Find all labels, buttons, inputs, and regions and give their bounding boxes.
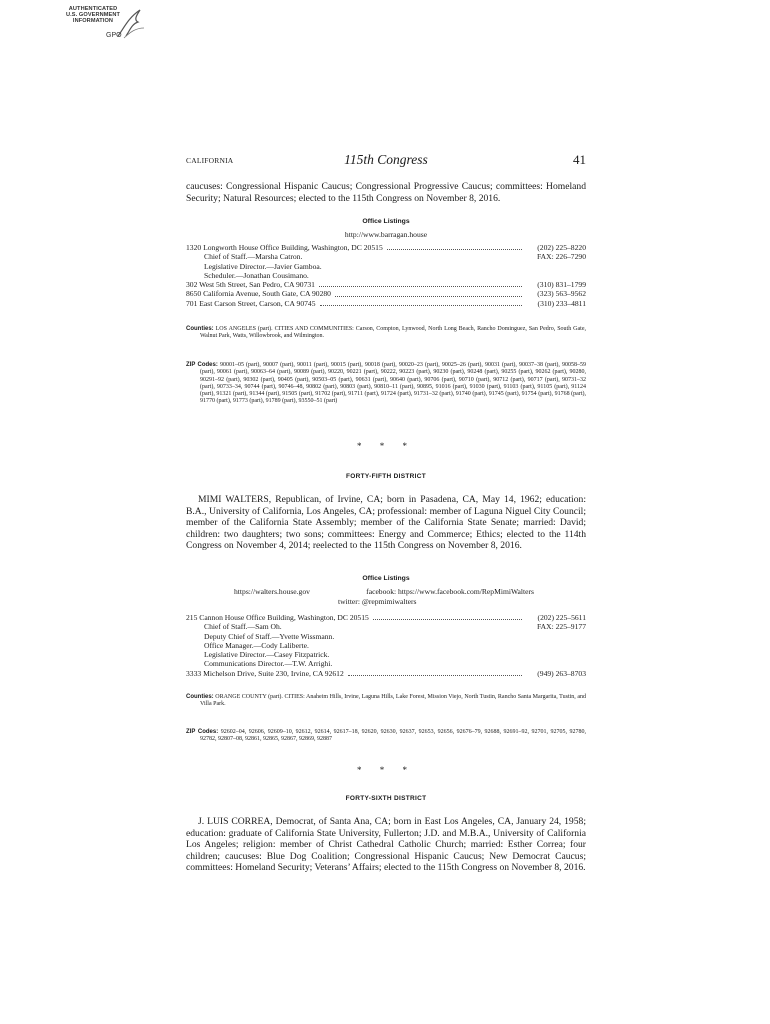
district-office-row: [186, 289, 586, 298]
staff-row: [186, 252, 586, 261]
counties-text: ORANGE COUNTY (part). CITIES: Anaheim Hills, Irvine, Laguna Hills, Lake Forest, Mission Viejo, North Tustin, Rancho Santa Margarita, Tustin, and Villa Park.: [200, 694, 587, 708]
counties-label: Counties:: [186, 326, 214, 332]
d46-district-title: FORTY-SIXTH DISTRICT: [345, 795, 427, 802]
staff-entry: Legislative Director.—Casey Fitzpatrick.: [204, 650, 330, 660]
staff-entry: Chief of Staff.—Sam Oh.: [204, 622, 282, 632]
zip-label: ZIP Codes:: [186, 362, 218, 368]
running-header: [186, 152, 586, 168]
counties-text: LOS ANGELES (part). CITIES AND COMMUNITIES: Carson, Compton, Lynwood, North Long Beach, Rancho Dominguez, San Pedro, South Gate, Walnut Park, Watts, Willowbrook, and Wilmington.: [200, 326, 586, 340]
d45-office-listings: [186, 613, 586, 678]
district-phone: (310) 831–1799: [537, 280, 586, 290]
dc-office-row: [186, 243, 586, 252]
staff-entry: Legislative Director.—Javier Gamboa.: [204, 261, 322, 271]
staff-entry: Communications Director.—T.W. Arrighi.: [204, 659, 333, 669]
congress-title: 115th Congress: [344, 152, 428, 167]
staff-row: [186, 622, 586, 631]
zip-label: ZIP Codes:: [186, 729, 219, 735]
district-phone: (310) 233–4811: [537, 298, 586, 308]
seal-line: U.S. GOVERNMENT: [65, 12, 121, 19]
seal-gpo-label: GPO: [106, 32, 122, 39]
dc-phone: (202) 225–8220: [537, 243, 586, 252]
d44-intro: caucuses: Congressional Hispanic Caucus; Congressional Progressive Caucus; committees: Homeland Security; Natural Resources; elected to the 115th Congress on November 8, 2016.: [186, 181, 586, 204]
d45-zip-codes: [186, 729, 586, 744]
d44-counties: [186, 326, 586, 341]
fax-number: FAX: 225–9177: [536, 622, 586, 632]
district-office-row: [186, 299, 586, 308]
gpo-authentication-seal: [62, 6, 148, 44]
dc-address: 1320 Longworth House Office Building, Washington, DC 20515: [186, 243, 383, 252]
d44-office-listings-title: Office Listings: [362, 218, 410, 225]
district-phone: (323) 563–9562: [537, 289, 586, 299]
d45-office-listings-title: Office Listings: [362, 575, 410, 582]
seal-line: AUTHENTICATED: [68, 6, 118, 12]
d45-bio: MIMI WALTERS, Republican, of Irvine, CA; born in Pasadena, CA, May 14, 1962; education: B.A., University of California, Los Angeles, CA; professional: member of Laguna Niguel City Council; member of the California State Assembly; member of the California State Senate; married: David; children: two daughters; two sons; committees: Energy and Commerce; Ethics; elected to the 114th Congress on November 4, 2014; reelected to the 115th Congress on November 8, 2016.: [186, 494, 586, 551]
section-separator: * * *: [357, 765, 415, 775]
staff-entry: Deputy Chief of Staff.—Yvette Wissmann.: [204, 631, 335, 641]
staff-entry: Chief of Staff.—Marsha Catron.: [204, 252, 303, 262]
zip-text: 90001–05 (part), 90007 (part), 90011 (part), 90015 (part), 90018 (part), 90020–23 (part), 90025–26 (part), 90031 (part), 90037–38 (part), 90058–59 (part), 90061 (part), 90063–64 (part), 90089 (part), 90220, 90221 (part), 90222, 90223 (part), 90230 (part), 90248 (part), 90255 (part), 90262 (part), 90280, 90291–92 (part), 90302 (part), 90405 (part), 90503–05 (part), 90631 (part), 90640 (part), 90706 (part), 90710 (part), 90712 (part), 90717 (part), 90731–32 (part), 90733–34, 90744 (part), 90746–48, 90802 (part), 90803 (part), 90810–11 (part), 90895, 91016 (part), 91030 (part), 91103 (part), 91105 (part), 91124 (part), 91321 (part), 91344 (part), 91505 (part), 91702 (part), 91711 (part), 91724 (part), 91731–32 (part), 91740 (part), 91745 (part), 91754 (part), 91768 (part), 91770 (part), 91773 (part), 91789 (part), 93550–51 (part): [200, 362, 587, 405]
staff-entry: Office Manager.—Cody Laliberte.: [204, 640, 309, 650]
district-phone: (949) 263–8703: [537, 668, 586, 678]
district-address: 3333 Michelson Drive, Suite 230, Irvine, CA 92612: [186, 668, 344, 678]
district-address: 8650 California Avenue, South Gate, CA 90280: [186, 289, 331, 299]
staff-entry: Scheduler.—Jonathan Cousimano.: [204, 270, 309, 280]
section-separator: * * *: [357, 441, 415, 451]
d45-twitter: twitter: @repmimiwalters: [338, 597, 417, 606]
d44-office-listings: [186, 243, 586, 308]
d45-facebook: facebook: https://www.facebook.com/RepMimiWalters: [366, 587, 534, 596]
eagle-icon: [114, 6, 148, 44]
d45-links: [186, 587, 586, 606]
dc-address: 215 Cannon House Office Building, Washington, DC 20515: [186, 613, 369, 622]
dc-phone: (202) 225–5611: [537, 613, 586, 622]
d46-bio: J. LUIS CORREA, Democrat, of Santa Ana, CA; born in East Los Angeles, CA, January 24, 1958; education: graduate of California State University, Fullerton; J.D. and M.B.A., University of California Los Angeles; religion: member of Christ Cathedral Catholic Church; married: Esther Correa; four children; caucuses: Blue Dog Coalition; Congressional Hispanic Caucus; New Democrat Caucus; committees: Homeland Security; Veterans’ Affairs; elected to the 115th Congress on November 8, 2016.: [186, 816, 586, 873]
d44-website: http://www.barragan.house: [344, 230, 428, 239]
counties-label: Counties:: [186, 694, 214, 700]
fax-number: FAX: 226–7290: [536, 252, 586, 262]
seal-line: INFORMATION: [72, 18, 114, 25]
d45-website: https://walters.house.gov: [234, 587, 310, 596]
d45-counties: [186, 694, 586, 709]
district-office-row: [186, 280, 586, 289]
page-number: 41: [573, 152, 586, 167]
district-address: 302 West 5th Street, San Pedro, CA 90731: [186, 280, 315, 290]
d44-zip-codes: [186, 362, 586, 406]
dc-office-row: [186, 613, 586, 622]
zip-text: 92602–04, 92606, 92609–10, 92612, 92614, 92617–18, 92620, 92630, 92637, 92653, 92656, 92676–79, 92688, 92691–92, 92701, 92705, 92780, 92782, 92807–08, 92861, 92865, 92867, 92869, 92887: [200, 729, 587, 743]
d45-district-title: FORTY-FIFTH DISTRICT: [345, 473, 427, 480]
district-office-row: [186, 669, 586, 678]
district-address: 701 East Carson Street, Carson, CA 90745: [186, 298, 316, 308]
state-name: CALIFORNIA: [186, 156, 234, 165]
